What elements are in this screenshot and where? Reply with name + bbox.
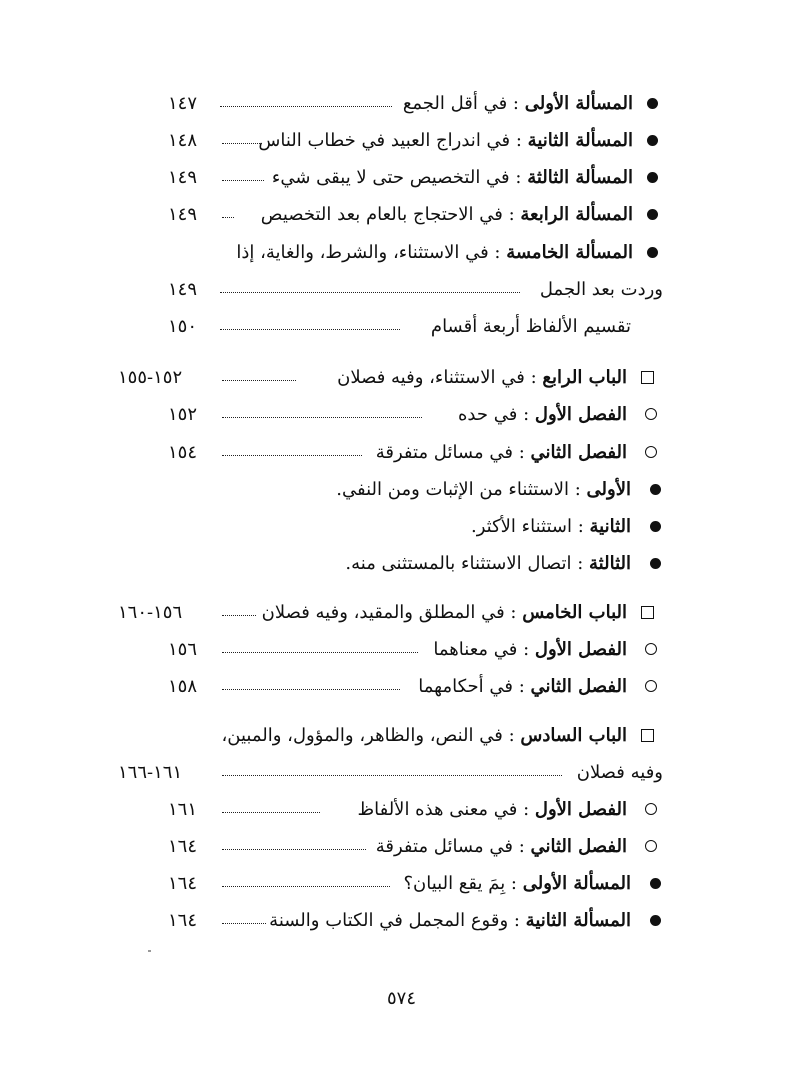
- entry-title: المسألة الأولى: [522, 873, 631, 894]
- entry-desc: الاستثناء من الإثبات ومن النفي.: [336, 479, 570, 500]
- circle-icon: [645, 643, 657, 655]
- entry-title: المسألة الرابعة: [520, 204, 633, 225]
- bullet-icon: [650, 878, 661, 889]
- bullet-icon: [650, 484, 661, 495]
- page-ref: ١٦٤: [168, 873, 198, 894]
- entry-title: الأولى: [586, 479, 631, 500]
- leader-dots: [220, 329, 400, 330]
- leader-dots: [222, 180, 264, 181]
- toc-entry: [0, 124, 803, 158]
- toc-entry: [0, 547, 803, 581]
- square-icon: [641, 729, 654, 742]
- entry-title: الفصل الثاني: [530, 442, 627, 463]
- page-ref: ١٤٨: [168, 130, 198, 151]
- leader-dots: [220, 106, 392, 107]
- leader-dots: [222, 775, 562, 776]
- entry-text: الفصل الأول : في معناهما: [433, 639, 627, 660]
- page-ref: ١٤٩: [168, 204, 198, 225]
- leader-dots: [220, 292, 520, 293]
- toc-entry: [0, 510, 803, 544]
- toc-entry: [0, 236, 803, 270]
- entry-desc: في أحكامهما: [418, 676, 513, 697]
- entry-desc: وقوع المجمل في الكتاب والسنة: [269, 910, 509, 931]
- entry-desc: في المطلق والمقيد، وفيه فصلان: [261, 602, 505, 623]
- entry-desc: في مسائل متفرقة: [375, 442, 513, 463]
- scan-speck: [148, 950, 151, 952]
- entry-title: الفصل الثاني: [530, 836, 627, 857]
- entry-text: الأولى : الاستثناء من الإثبات ومن النفي.: [336, 479, 631, 500]
- circle-icon: [645, 840, 657, 852]
- toc-entry-continuation: [0, 756, 803, 790]
- entry-desc: بِمَ يقع البيان؟: [403, 873, 506, 894]
- leader-dots: [222, 217, 234, 218]
- page-ref: ١٦١-١٦٦: [118, 762, 183, 783]
- entry-desc: في مسائل متفرقة: [375, 836, 513, 857]
- entry-desc: تقسيم الألفاظ أربعة أقسام: [430, 316, 631, 337]
- entry-desc: في أقل الجمع: [402, 93, 508, 114]
- leader-dots: [222, 812, 320, 813]
- entry-desc: في الاستثناء، وفيه فصلان: [337, 367, 525, 388]
- entry-text: الباب الخامس : في المطلق والمقيد، وفيه فصلان: [261, 602, 627, 623]
- toc-entry: [0, 398, 803, 432]
- square-icon: [641, 371, 654, 384]
- toc-entry: [0, 904, 803, 938]
- circle-icon: [645, 803, 657, 815]
- entry-desc: وفيه فصلان: [576, 762, 663, 783]
- page-number: ٥٧٤: [386, 988, 416, 1009]
- page-ref: ١٥٦: [168, 639, 198, 660]
- page-ref: ١٦٤: [168, 836, 198, 857]
- entry-text: الباب السادس : في النص، والظاهر، والمؤول، والمبين،: [221, 725, 627, 746]
- entry-title: الباب السادس: [520, 725, 627, 746]
- entry-text: المسألة الأولى : في أقل الجمع: [402, 93, 633, 114]
- entry-text: المسألة الثانية : وقوع المجمل في الكتاب والسنة: [269, 910, 631, 931]
- toc-entry: [0, 436, 803, 470]
- bullet-icon: [650, 915, 661, 926]
- toc-entry: [0, 633, 803, 667]
- entry-title: المسألة الثانية: [525, 910, 631, 931]
- entry-title: الفصل الأول: [534, 799, 627, 820]
- toc-chapter: [0, 596, 803, 630]
- toc-entry: [0, 87, 803, 121]
- entry-desc: في معنى هذه الألفاظ: [357, 799, 518, 820]
- leader-dots: [222, 615, 256, 616]
- toc-entry: [0, 310, 803, 344]
- entry-text: [431, 310, 631, 344]
- entry-text: المسألة الأولى : بِمَ يقع البيان؟: [403, 873, 631, 894]
- entry-text: [540, 273, 663, 307]
- page-ref: ١٦١: [168, 799, 198, 820]
- entry-text: المسألة الرابعة : في الاحتجاج بالعام بعد التخصيص: [260, 204, 633, 225]
- entry-desc: اتصال الاستثناء بالمستثنى منه.: [345, 553, 572, 574]
- page-ref: ١٤٩: [168, 167, 198, 188]
- entry-desc: في اندراج العبيد في خطاب الناس: [258, 130, 511, 151]
- entry-text: الفصل الأول : في حده: [458, 404, 627, 425]
- entry-text: الفصل الثاني : في أحكامهما: [418, 676, 627, 697]
- entry-desc: في معناهما: [433, 639, 518, 660]
- page-ref: ١٥٠: [168, 316, 198, 337]
- entry-text: الفصل الثاني : في مسائل متفرقة: [375, 442, 627, 463]
- entry-desc: استثناء الأكثر.: [471, 516, 572, 537]
- entry-title: المسألة الثالثة: [527, 167, 633, 188]
- leader-dots: [222, 380, 296, 381]
- entry-title: المسألة الثانية: [527, 130, 633, 151]
- toc-entry: [0, 670, 803, 704]
- circle-icon: [645, 408, 657, 420]
- entry-text: الباب الرابع : في الاستثناء، وفيه فصلان: [337, 367, 627, 388]
- toc-entry: [0, 867, 803, 901]
- toc-entry-continuation: [0, 273, 803, 307]
- toc-chapter: [0, 361, 803, 395]
- entry-title: الباب الخامس: [522, 602, 627, 623]
- page-ref: ١٥٤: [168, 442, 198, 463]
- entry-title: الفصل الأول: [534, 639, 627, 660]
- bullet-icon: [647, 98, 658, 109]
- entry-text: الثالثة : اتصال الاستثناء بالمستثنى منه.: [345, 553, 631, 574]
- entry-desc: في حده: [458, 404, 518, 425]
- leader-dots: [222, 143, 262, 144]
- entry-title: المسألة الأولى: [524, 93, 633, 114]
- entry-text: المسألة الخامسة : في الاستثناء، والشرط، والغاية، إذا: [236, 242, 633, 263]
- entry-text: الفصل الثاني : في مسائل متفرقة: [375, 836, 627, 857]
- page-ref: ١٦٤: [168, 910, 198, 931]
- leader-dots: [222, 689, 400, 690]
- page-ref: ١٤٩: [168, 279, 198, 300]
- entry-title: المسألة الخامسة: [506, 242, 633, 263]
- leader-dots: [222, 886, 390, 887]
- entry-title: الثانية: [589, 516, 631, 537]
- entry-desc: في الاحتجاج بالعام بعد التخصيص: [260, 204, 503, 225]
- leader-dots: [222, 652, 418, 653]
- entry-title: الثالثة: [589, 553, 631, 574]
- bullet-icon: [650, 521, 661, 532]
- entry-text: [577, 756, 663, 790]
- entry-title: الفصل الأول: [534, 404, 627, 425]
- square-icon: [641, 606, 654, 619]
- bullet-icon: [647, 172, 658, 183]
- circle-icon: [645, 446, 657, 458]
- entry-title: الباب الرابع: [542, 367, 627, 388]
- toc-entry: [0, 830, 803, 864]
- entry-desc: في التخصيص حتى لا يبقى شيء: [271, 167, 510, 188]
- bullet-icon: [647, 209, 658, 220]
- entry-desc: في النص، والظاهر، والمؤول، والمبين،: [221, 725, 503, 746]
- toc-entry: [0, 198, 803, 232]
- toc-chapter: [0, 719, 803, 753]
- entry-text: المسألة الثالثة : في التخصيص حتى لا يبقى شيء: [271, 167, 633, 188]
- entry-text: الفصل الأول : في معنى هذه الألفاظ: [357, 799, 627, 820]
- bullet-icon: [647, 135, 658, 146]
- page-ref: ١٥٦-١٦٠: [118, 602, 183, 623]
- page-ref: ١٥٨: [168, 676, 198, 697]
- leader-dots: [222, 417, 422, 418]
- toc-entry: [0, 473, 803, 507]
- leader-dots: [222, 849, 366, 850]
- bullet-icon: [650, 558, 661, 569]
- entry-title: الفصل الثاني: [530, 676, 627, 697]
- page-ref: ١٤٧: [168, 93, 198, 114]
- bullet-icon: [647, 247, 658, 258]
- toc-entry: [0, 161, 803, 195]
- entry-text: المسألة الثانية : في اندراج العبيد في خطاب الناس: [258, 130, 633, 151]
- circle-icon: [645, 680, 657, 692]
- leader-dots: [222, 923, 266, 924]
- leader-dots: [222, 455, 362, 456]
- toc-entry: [0, 793, 803, 827]
- entry-text: الثانية : استثناء الأكثر.: [471, 516, 631, 537]
- page-ref: ١٥٢: [168, 404, 198, 425]
- page-ref: ١٥٢-١٥٥: [118, 367, 183, 388]
- entry-desc: وردت بعد الجمل: [539, 279, 663, 300]
- entry-desc: في الاستثناء، والشرط، والغاية، إذا: [236, 242, 489, 263]
